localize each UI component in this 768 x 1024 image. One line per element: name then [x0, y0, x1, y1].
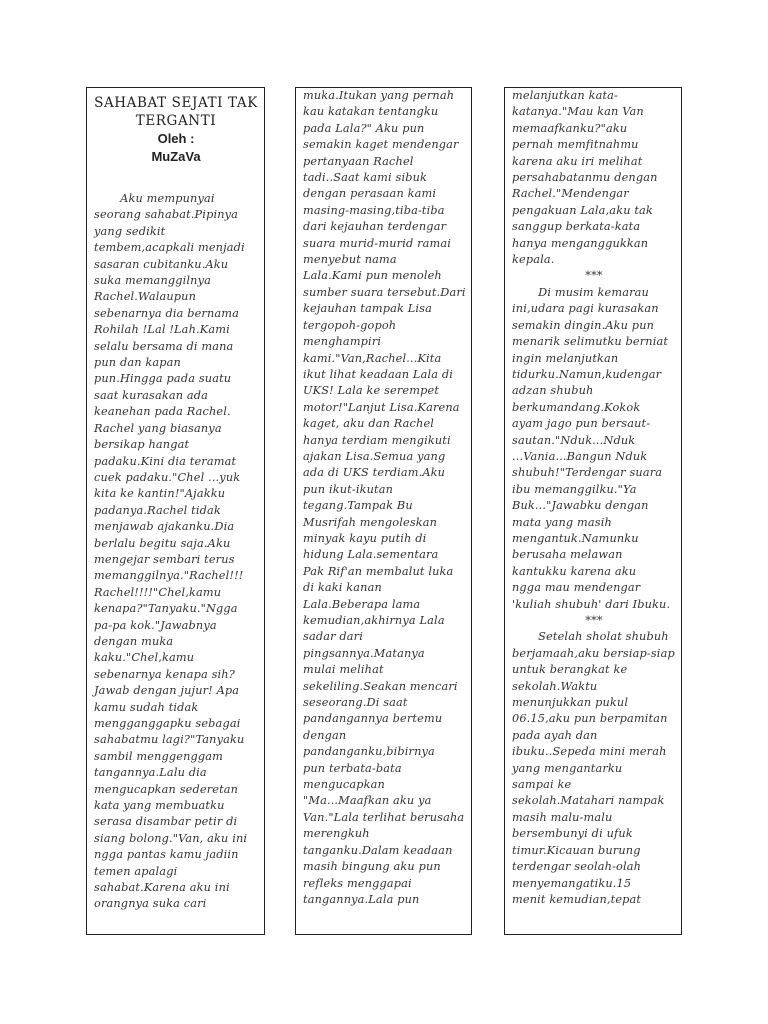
text-line: ikut lihat keadaan Lala di: [303, 367, 453, 381]
text-line: ini,udara pagi kurasakan: [512, 302, 659, 316]
text-line: tidurku.Namun,kudengar: [512, 367, 662, 381]
text-line: ngga mau mendengar: [512, 581, 641, 595]
text-line: Buk..."Jawabku dengan: [512, 499, 649, 513]
text-line: sampai ke: [512, 778, 572, 792]
text-line: sasaran cubitanku.Aku: [94, 257, 229, 271]
text-line: hanya terdiam mengikuti: [303, 433, 451, 447]
text-line: berkumandang.Kokok: [512, 400, 641, 414]
text-line: padanya.Rachel tidak: [94, 503, 221, 517]
story-title: [94, 94, 258, 130]
text-line: persahabatanmu dengan: [512, 171, 658, 185]
text-line: ***: [585, 269, 603, 283]
text-line: kenapa?"Tanyaku."Ngga: [94, 602, 238, 616]
column-2-text: [303, 88, 466, 908]
story-column-2: [295, 87, 472, 935]
text-line: Rachel."Mendengar: [512, 187, 629, 201]
text-line: mulai melihat: [303, 663, 384, 677]
text-line: mengucapkan: [303, 778, 385, 792]
text-line: "Ma...Maafkan aku ya: [303, 794, 432, 808]
text-line: mengucapkan sederetan: [94, 782, 239, 796]
text-line: yang mengantarku: [512, 761, 623, 775]
text-line: cuek padaku."Chel ...yuk: [94, 470, 241, 484]
text-line: bersikap hangat: [94, 438, 190, 452]
text-line: tadi..Saat kami sibuk: [303, 171, 428, 185]
text-line: muka.Itukan yang pernah: [303, 89, 455, 102]
text-line: menit kemudian,tepat: [512, 892, 642, 906]
text-line: pun dan kapan: [94, 356, 181, 370]
text-line: sumber suara tersebut.Dari: [303, 285, 466, 299]
text-line: pada Lala?" Aku pun: [303, 121, 425, 135]
text-line: pada ayah dan: [512, 728, 598, 742]
text-line: mata yang masih: [512, 515, 612, 529]
text-line: hidung Lala.sementara: [303, 548, 439, 562]
text-line: serasa disambar petir di: [94, 815, 238, 829]
text-line: ingin melanjutkan: [512, 351, 619, 365]
text-line: berlalu begitu saja.Aku: [94, 536, 231, 550]
text-line: mengantuk.Namunku: [512, 531, 639, 545]
text-line: bersembunyi di ufuk: [512, 827, 633, 841]
text-line: seorang sahabat.Pipinya: [94, 208, 239, 222]
text-line: kami."Van,Rachel...Kita: [303, 351, 442, 365]
text-line: kita ke kantin!"Ajakku: [94, 487, 226, 501]
text-line: Rachel yang biasanya: [94, 421, 222, 435]
text-line: Di musim kemarau: [512, 285, 649, 299]
text-line: menjawab ajakanku.Dia: [94, 520, 235, 534]
text-line: kau katakan tentangku: [303, 105, 439, 119]
text-line: mengejar sembari terus: [94, 552, 235, 566]
text-line: merengkuh: [303, 827, 370, 841]
story-column-1: [86, 87, 265, 935]
text-line: seseorang.Di saat: [303, 696, 408, 710]
text-line: untuk berangkat ke: [512, 663, 628, 677]
text-line: masing-masing,tiba-tiba: [303, 203, 445, 217]
text-line: masih bingung aku pun: [303, 860, 441, 874]
text-line: UKS! Lala ke serempet: [303, 384, 440, 398]
text-line: orangnya suka cari: [94, 897, 207, 911]
text-line: sekolah.Matahari nampak: [512, 794, 665, 808]
text-line: pun.Hingga pada suatu: [94, 372, 232, 386]
text-line: memanggilnya."Rachel!!!: [94, 569, 244, 583]
text-line: 'kuliah shubuh' dari Ibuku.: [512, 597, 671, 611]
text-line: kamu sudah tidak: [94, 700, 199, 714]
text-line: mengganggapku sebagai: [94, 717, 241, 730]
text-line: kepala.: [512, 253, 555, 267]
text-line: sekolah.Waktu: [512, 679, 598, 693]
text-line: pa-pa kok."Jawabnya: [94, 618, 217, 632]
text-line: ada di UKS terdiam.Aku: [303, 466, 446, 480]
text-line: 06.15,aku pun berpamitan: [512, 712, 668, 726]
text-line: sahabatmu lagi?"Tanyaku: [94, 733, 245, 747]
text-line: ***: [585, 614, 603, 627]
text-line: kata yang membuatku: [94, 799, 225, 813]
text-line: hanya menganggukkan: [512, 236, 649, 250]
text-line: semakin kaget mendengar: [303, 138, 459, 152]
text-line: tangannya.Lala pun: [303, 892, 420, 906]
text-line: sambil menggenggam: [94, 749, 224, 763]
text-line: Aku mempunyai: [94, 192, 215, 205]
story-column-3: [504, 87, 682, 935]
text-line: melanjutkan kata-: [512, 89, 619, 102]
text-line: sebenarnya kenapa sih?: [94, 667, 235, 681]
text-line: dari kejauhan terdengar: [303, 220, 447, 234]
text-line: saat kurasakan ada: [94, 388, 209, 402]
text-line: Rachel.Walaupun: [94, 290, 197, 304]
text-line: selalu bersama di mana: [94, 339, 234, 353]
author-name: MuZaVa: [151, 149, 201, 164]
text-line: dengan: [303, 728, 347, 742]
text-line: berusaha melawan: [512, 548, 623, 562]
text-line: berjamaah,aku bersiap-siap: [512, 646, 675, 660]
text-line: suara murid-murid ramai: [303, 236, 452, 250]
text-line: refleks menggapai: [303, 876, 412, 890]
text-line: pernah memfitnahmu: [512, 138, 639, 152]
text-line: Van."Lala terlihat berusaha: [303, 810, 465, 824]
text-line: masih malu-malu: [512, 810, 613, 824]
column-3-text: [512, 88, 676, 908]
text-line: sekeliling.Seakan mencari: [303, 679, 458, 693]
text-line: pengakuan Lala,aku tak: [512, 203, 653, 217]
text-line: ngga pantas kamu jadiin: [94, 848, 239, 862]
text-line: tembem,acapkali menjadi: [94, 241, 245, 255]
story-title-line-2: TERGANTI: [135, 113, 217, 129]
text-line: sebenarnya dia bernama: [94, 306, 240, 320]
text-line: dengan perasaan kami: [303, 187, 437, 201]
text-line: siang bolong."Van, aku ini: [94, 831, 248, 845]
text-line: ajakan Lisa.Semua yang: [303, 449, 446, 463]
story-title-line-1: SAHABAT SEJATI TAK: [94, 95, 258, 111]
text-line: memaafkanku?"aku: [512, 121, 628, 135]
text-line: kaku."Chel,kamu: [94, 651, 195, 665]
text-line: katanya."Mau kan Van: [512, 105, 644, 119]
text-line: tanganku.Dalam keadaan: [303, 843, 453, 857]
text-line: pingsannya.Matanya: [303, 646, 425, 660]
text-line: karena aku iri melihat: [512, 154, 643, 168]
text-line: kemudian,akhirnya Lala: [303, 614, 445, 627]
text-line: semakin dingin.Aku pun: [512, 318, 655, 332]
text-line: terdengar seolah-olah: [512, 860, 642, 874]
text-line: ibu memanggilku."Ya: [512, 482, 637, 496]
text-line: sadar dari: [303, 630, 363, 644]
text-line: Jawab dengan jujur! Apa: [94, 684, 240, 698]
text-line: pandangannya bertemu: [303, 712, 443, 726]
text-line: Setelah sholat shubuh: [512, 630, 669, 644]
text-line: menghampiri: [303, 335, 382, 349]
text-line: menyebut nama: [303, 253, 397, 267]
text-line: Rohilah !Lal !Lah.Kami: [94, 323, 230, 337]
text-line: timur.Kicauan burung: [512, 843, 641, 857]
text-line: motor!"Lanjut Lisa.Karena: [303, 400, 460, 414]
text-line: tangannya.Lalu dia: [94, 766, 207, 780]
text-line: ...Vania...Bangun Nduk: [512, 449, 648, 463]
text-line: padaku.Kini dia teramat: [94, 454, 237, 468]
text-line: kaget, aku dan Rachel: [303, 417, 435, 431]
text-line: kejauhan tampak Lisa: [303, 302, 432, 316]
text-line: ibuku..Sepeda mini merah: [512, 745, 667, 759]
text-line: Lala.Beberapa lama: [303, 597, 421, 611]
text-line: keanehan pada Rachel.: [94, 405, 231, 419]
text-line: suka memanggilnya: [94, 274, 211, 288]
column-1-text: [94, 191, 258, 913]
text-line: menyemangatiku.15: [512, 876, 632, 890]
text-line: pandanganku,bibirnya: [303, 745, 435, 759]
text-line: di kaki kanan: [303, 581, 382, 595]
text-line: Lala.Kami pun menoleh: [303, 269, 442, 283]
text-line: menunjukkan pukul: [512, 696, 629, 710]
text-line: kantukku karena aku: [512, 564, 637, 578]
byline-label: Oleh :: [157, 131, 195, 146]
text-line: adzan shubuh: [512, 384, 594, 398]
text-line: ayam jago pun bersaut-: [512, 417, 651, 431]
text-line: tegang.Tampak Bu: [303, 499, 413, 513]
text-line: tergopoh-gopoh: [303, 318, 397, 332]
text-line: pun terbata-bata: [303, 761, 402, 775]
text-line: sahabat.Karena aku ini: [94, 881, 230, 895]
text-line: dengan muka: [94, 634, 174, 648]
text-line: yang sedikit: [94, 224, 166, 238]
text-line: Musrifah mengoleskan: [303, 515, 438, 529]
text-line: Pak Rif'an membalut luka: [303, 564, 454, 578]
text-line: pertanyaan Rachel: [303, 154, 414, 168]
text-line: minyak kayu putih di: [303, 531, 427, 545]
text-line: Rachel!!!!"Chel,kamu: [94, 585, 222, 599]
text-line: pun ikut-ikutan: [303, 482, 393, 496]
text-line: menarik selimutku berniat: [512, 335, 669, 349]
text-line: temen apalagi: [94, 864, 178, 878]
text-line: sanggup berkata-kata: [512, 220, 641, 234]
text-line: shubuh!"Terdengar suara: [512, 466, 663, 480]
text-line: sautan."Nduk...Nduk: [512, 433, 636, 447]
